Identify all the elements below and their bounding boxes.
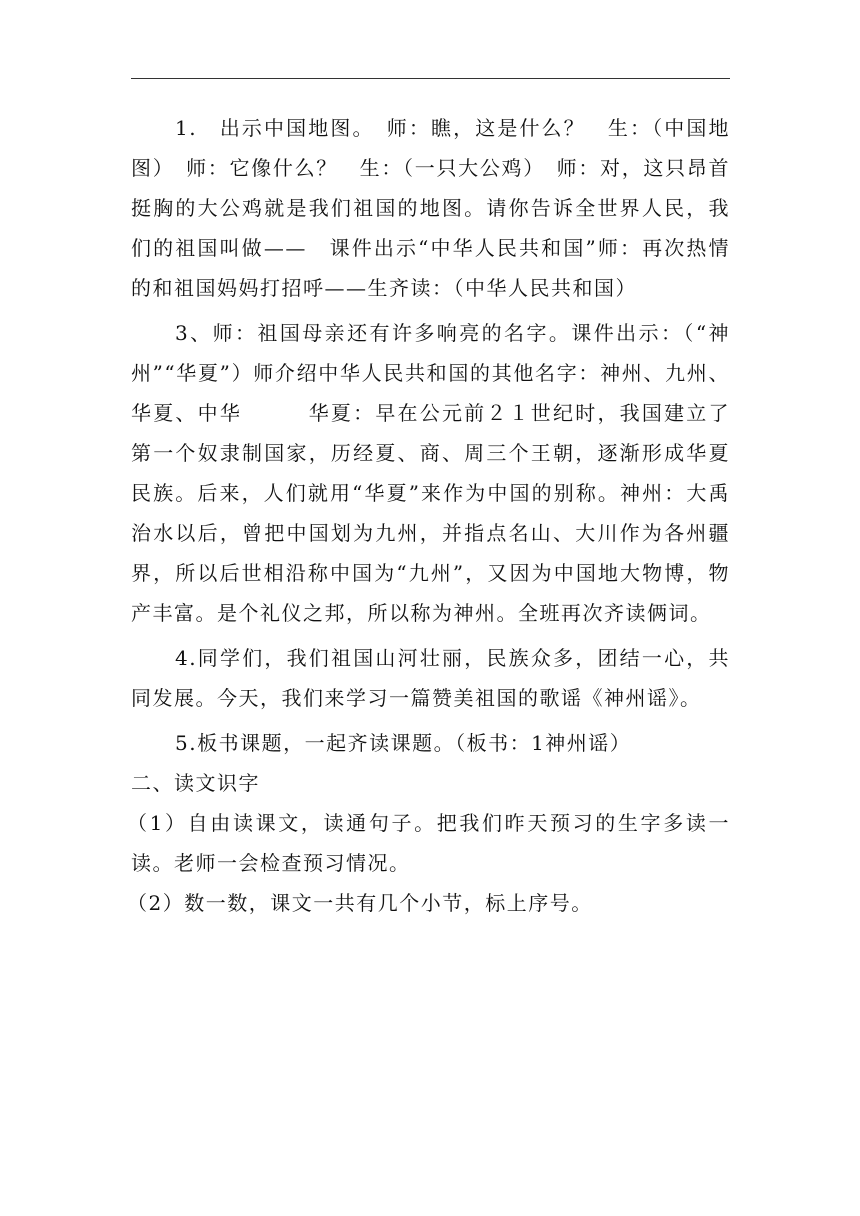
list-item-1: （1）自由读课文，读通句子。把我们昨天预习的生字多读一读。老师一会检查预习情况。 bbox=[127, 811, 730, 875]
list-item-2: （2）数一数，课文一共有几个小节，标上序号。 bbox=[127, 891, 593, 915]
paragraph-step-5: 5.板书课题，一起齐读课题。（板书：1神州谣） bbox=[175, 731, 632, 755]
document-body bbox=[127, 108, 730, 923]
paragraph-step-1: 1. 出示中国地图。 师：瞧，这是什么？ 生：（中国地图） 师：它像什么？ 生：（一只大公鸡） 师：对，这只昂首挺胸的大公鸡就是我们祖国的地图。请你告诉全世界人民，我们的祖国叫做—— 课件出示“中华人民共和国”师：再次热情的和祖国妈妈打招呼——生齐读：（中华人民共和国） bbox=[131, 116, 730, 300]
paragraph-step-4: 4.同学们，我们祖国山河壮丽，民族众多，团结一心，共同发展。今天，我们来学习一篇赞美祖国的歌谣《神州谣》。 bbox=[131, 646, 730, 710]
paragraph-step-3: 3、师：祖国母亲还有许多响亮的名字。课件出示：（“神州”“华夏”）师介绍中华人民共和国的其他名字：神州、九州、华夏、中华 华夏：早在公元前２１世纪时，我国建立了第一个奴隶制国家，历经夏、商、周三个王朝，逐渐形成华夏民族。后来，人们就用“华夏”来作为中国的别称。神州：大禹治水以后，曾把中国划为九州，并指点名山、大川作为各州疆界，所以后世相沿称中国为“九州”，又因为中国地大物博，物产丰富。是个礼仪之邦，所以称为神州。全班再次齐读俩词。 bbox=[131, 321, 730, 625]
section-heading: 二、读文识字 bbox=[131, 771, 260, 795]
header-rule bbox=[131, 78, 730, 79]
